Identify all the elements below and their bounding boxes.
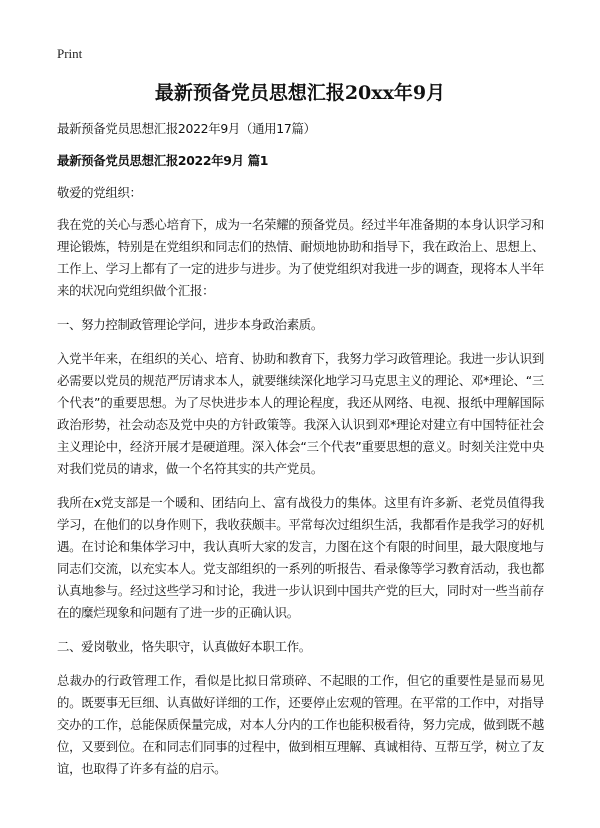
paragraph-admin-work: 总裁办的行政管理工作，看似是比拟日常琐碎、不起眼的工作，但它的重要性是显而易见的。既要事无巨细、认真做好详细的工作，还要停止宏观的管理。在平常的工作中，对指导交办的工作，总能保质保量完成，对本人分内的工作也能积极看待，努力完成，做到既不越位，又要到位。在和同志们同事的过程中，做到相互理解、真诚相待、互帮互学，树立了友谊，也取得了许多有益的启示。 xyxy=(57,673,544,776)
salutation: 敬爱的党组织： xyxy=(57,185,142,200)
heading-point-two: 二、爱岗敬业，恪失职守，认真做好本职工作。 xyxy=(57,639,311,654)
document-subtitle: 最新预备党员思想汇报2022年9月（通用17篇） xyxy=(57,121,316,136)
heading-point-one: 一、努力控制政管理论学问，进步本身政治素质。 xyxy=(57,317,323,332)
document-body xyxy=(57,118,544,792)
section-heading: 最新预备党员思想汇报2022年9月 篇1 xyxy=(57,153,269,168)
paragraph-intro: 我在党的关心与悉心培育下，成为一名荣耀的预备党员。经过半年准备期的本身认识学习和理论锻炼，特别是在党组织和同志们的热情、耐烦地协助和指导下，我在政治上、思想上、工作上、学习上都有了一定的进步与进步。为了使党组织对我进一步的调查，现将本人半年来的状况向党组织做个汇报： xyxy=(57,217,544,298)
print-link[interactable]: Print xyxy=(57,46,83,61)
paragraph-party-branch: 我所在x党支部是一个暖和、团结向上、富有战役力的集体。这里有许多新、老党员值得我学习，在他们的以身作则下，我收获颇丰。平常每次过组织生活，我都看作是我学习的好机遇。在讨论和集体学习中，我认真听大家的发言，力图在这个有限的时间里，最大限度地与同志们交流，以充实本人。党支部组织的一系列的听报告、看录像等学习教育活动，我也都认真地参与。经过这些学习和讨论，我进一步认识到中国共产党的巨大，同时对一些当前存在的糜烂现象和问题有了进一步的正确认识。 xyxy=(57,495,544,620)
document-title: 最新预备党员思想汇报20xx年9月 xyxy=(154,82,446,104)
paragraph-theory-study: 入党半年来，在组织的关心、培育、协助和教育下，我努力学习政管理论。我进一步认识到必需要以党员的规范严厉请求本人，就要继续深化地学习马克思主义的理论、邓*理论、“三个代表”的重要思想。为了尽快进步本人的理论程度，我还从网络、电视、报纸中理解国际政治形势，社会动态及党中央的方针政策等。我深入认识到邓*理论对建立有中国特征社会主义理论中，经济开展才是硬道理。深入体会“三个代表”重要思想的意义。时刻关注党中央对我们党员的请求，做一个名符其实的共产党员。 xyxy=(57,351,544,476)
